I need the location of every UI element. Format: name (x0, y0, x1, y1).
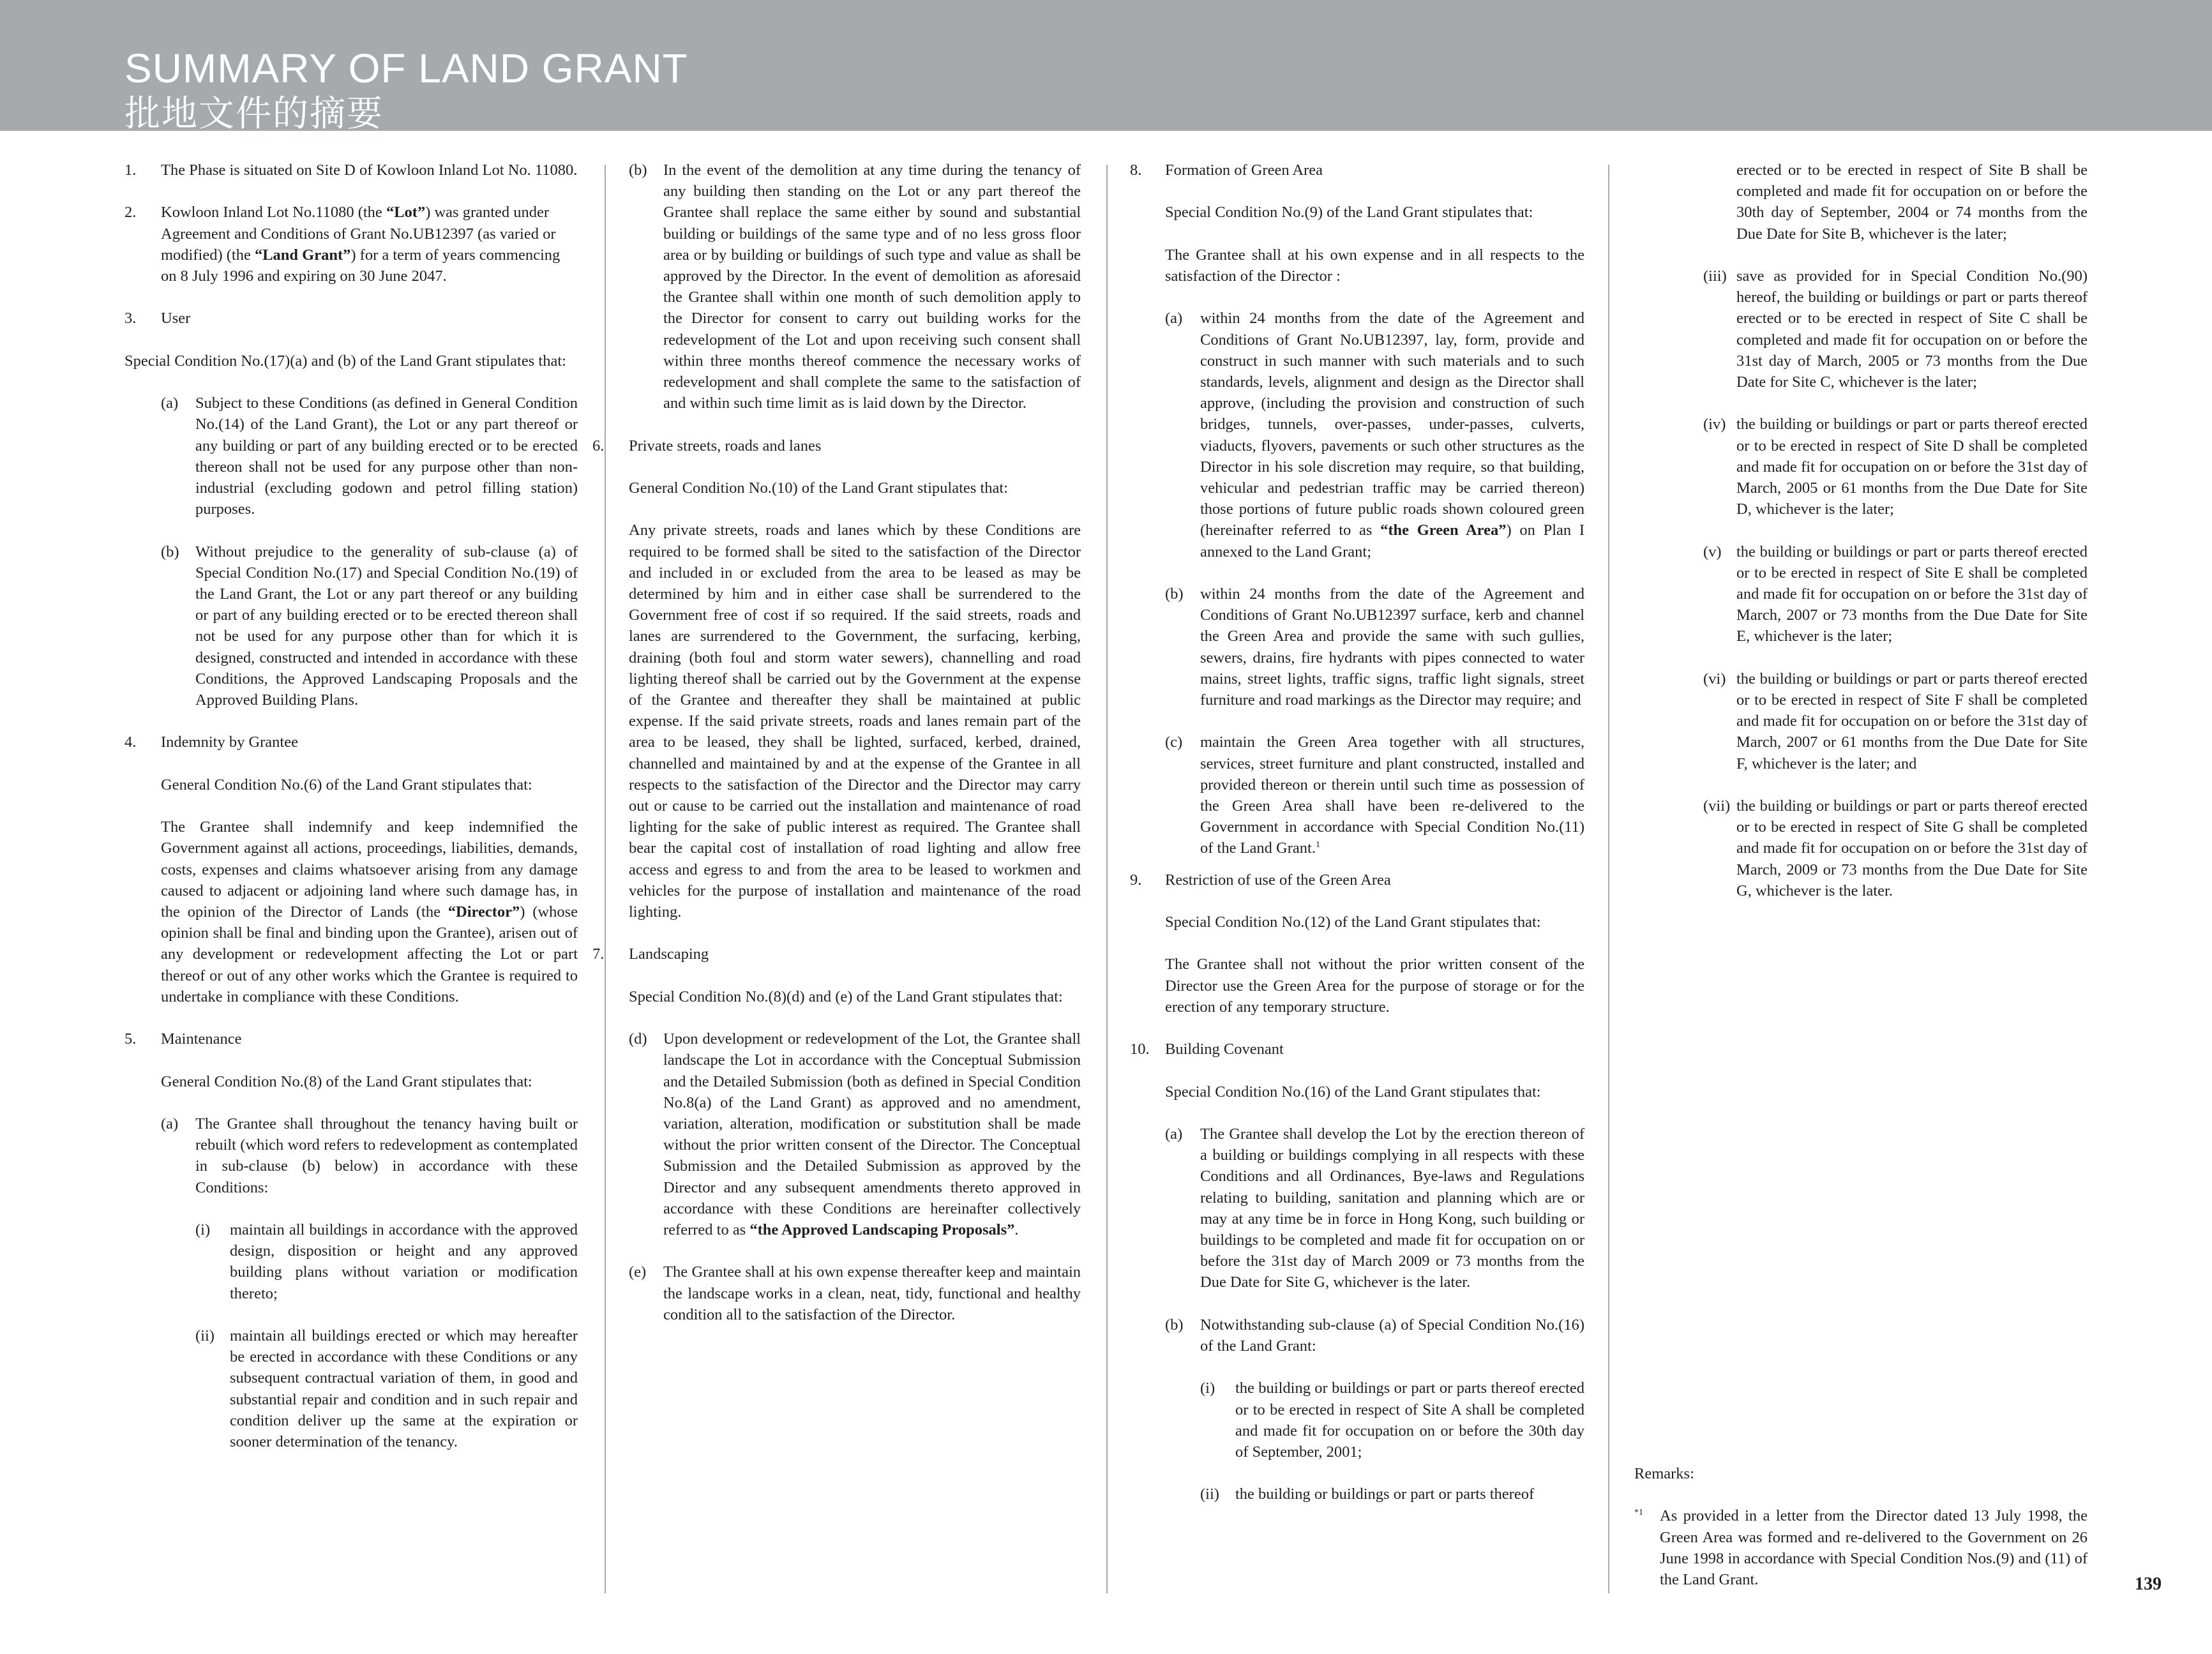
clause-8c (1130, 732, 1584, 859)
column-1 (124, 160, 578, 1473)
clause-text: ) was granted under Agreement and Conditions of Grant No.UB12397 (as varied or modified) (the (161, 204, 556, 264)
clause-5-intro: General Condition No.(8) of the Land Grant stipulates that: (161, 1072, 532, 1090)
subitem-text: save as provided for in Special Condition No.(90) hereof, the building or buildings or part or parts thereof erected or to be erected in respect of Site C shall be completed and made fit for occupation on or before the 31st day of March, 2005 or 73 months from the Due Date for Site C, whichever is the later; (1736, 267, 2088, 391)
clause-4-intro: General Condition No.(6) of the Land Grant stipulates that: (161, 776, 532, 793)
clause-7d (629, 1028, 1081, 1240)
clause-5-heading (124, 1028, 578, 1049)
clause-heading: User (161, 310, 191, 327)
clause-10b-ii (1130, 1484, 1584, 1505)
clause-number: 4. (124, 733, 137, 751)
clause-10-intro: Special Condition No.(16) of the Land Grant stipulates that: (1165, 1083, 1541, 1101)
subitem-number: (iii) (1703, 267, 1727, 285)
defined-term: “the Approved Landscaping Proposals” (749, 1221, 1015, 1239)
clause-7e (629, 1261, 1081, 1325)
item-text: within 24 months from the date of the Agreement and Conditions of Grant No.UB12397 surface, kerb and channel the Green Area and provide the same with such gullies, sewers, drains, fire hydrants with pipes connected to water mains, street lights, traffic signs, traffic light signals, street furniture and road markings as the Director may require; and (1200, 585, 1584, 709)
subitem-number: (v) (1703, 543, 1722, 560)
clause-10b-i (1130, 1378, 1584, 1462)
clause-9-heading (1130, 869, 1584, 891)
item-number: (d) (629, 1030, 647, 1048)
clause-10b-vi (1634, 668, 2088, 774)
remarks-label: Remarks: (1634, 1465, 1694, 1482)
item-text: Notwithstanding sub-clause (a) of Special Condition No.(16) of the Land Grant: (1200, 1316, 1584, 1355)
item-number: (a) (161, 395, 179, 412)
clause-3a (124, 393, 578, 520)
clause-number: 3. (124, 310, 137, 327)
item-text: The Grantee shall at his own expense thereafter keep and maintain the landscape works in a clean, neat, tidy, functional and healthy condition all to the satisfaction of the Director. (663, 1263, 1081, 1323)
column-4 (1634, 160, 2088, 922)
item-number: (a) (1165, 310, 1183, 327)
item-number: (b) (1165, 585, 1184, 603)
footnote-marker: 1 (1315, 840, 1320, 850)
remarks-section (1634, 1463, 2088, 1590)
item-text: The Grantee shall throughout the tenancy having built or rebuilt (which word refers to redevelopment as contemplated in sub-clause (b) below) in accordance with these Conditions: (195, 1115, 578, 1196)
clause-1 (124, 160, 578, 181)
item-text: Subject to these Conditions (as defined in General Condition No.(14) of the Land Grant), the Lot or any part thereof or any building or part of any building erected or to be erected thereon shall not be used for any purpose other than non-industrial (excluding godown and petrol filling station) purposes. (195, 395, 578, 518)
item-number: (a) (1165, 1125, 1183, 1143)
clause-heading: Formation of Green Area (1165, 162, 1323, 179)
clause-10b-vii (1634, 795, 2088, 901)
clause-4-heading (124, 732, 578, 753)
clause-2 (124, 202, 578, 287)
clause-3b (124, 541, 578, 711)
clause-8-heading (1130, 160, 1584, 181)
clause-5b (629, 160, 1081, 414)
clause-text: ) (whose opinion shall be final and binding upon the Grantee), arisen out of any development or redevelopment affecting the Lot or part thereof or out of any other works which the Grantee is required to undertake in compliance with these Conditions. (161, 903, 578, 1005)
clause-5a-i (124, 1219, 578, 1304)
column-divider (1608, 165, 1609, 1593)
clause-10b-iii (1634, 266, 2088, 393)
page-number: 139 (2135, 1574, 2162, 1594)
subitem-text: the building or buildings or part or parts thereof erected or to be erected in respect of Site A shall be completed and made fit for occupation on or before the 30th day of September, 2001; (1235, 1380, 1584, 1461)
header-title-chinese: 批地文件的摘要 (124, 93, 384, 135)
item-text: Without prejudice to the generality of sub-clause (a) of Special Condition No.(17) and Special Condition No.(19) of the Land Grant, the Lot or any part thereof or any building or part of any building erected or to be erected thereon shall not be used for any purpose other than for which it is designed, constructed and intended in accordance with these Conditions, the Approved Landscaping Proposals and the Approved Building Plans. (195, 543, 578, 709)
subitem-number: (i) (195, 1221, 211, 1238)
column-divider (605, 165, 606, 1593)
subitem-text: the building or buildings or part or parts thereof erected or to be erected in respect of Site E shall be completed and made fit for occupation on or before the 31st day of March, 2007 or 73 months from the Due Date for Site E, whichever is the later; (1736, 543, 2088, 645)
clause-number: 8. (1130, 162, 1142, 179)
clause-text: Kowloon Inland Lot No.11080 (the (161, 204, 386, 222)
column-3 (1130, 160, 1584, 1526)
column-divider (1106, 165, 1108, 1593)
clause-3-intro: Special Condition No.(17)(a) and (b) of the Land Grant stipulates that: (124, 352, 566, 370)
item-number: (b) (629, 162, 647, 179)
subitem-text: the building or buildings or part or parts thereof erected or to be erected in respect of Site F shall be completed and made fit for occupation on or before the 31st day of March, 2007 or 61 months from the Due Date for Site F, whichever is the later; and (1736, 670, 2088, 772)
clause-6-body: Any private streets, roads and lanes which by these Conditions are required to be formed shall be sited to the satisfaction of the Director and included in or excluded from the area to be leased as may be determined by him and in either case shall be surrendered to the Government free of cost if so required. If the said streets, roads and lanes are surrendered to the Government, the surfacing, kerbing, draining (both foul and storm water sewers), channelling and road lighting thereof shall be carried out by the Government at the expense of the Grantee and thereafter they shall be maintained at public expense. If the said private streets, roads and lanes remain part of the area to be leased, they shall be lighted, surfaced, kerbed, drained, channelled and maintained by and at the expense of the Grantee in all respects to the satisfaction of the Director and the Director may carry out or cause to be carried out the installation and maintenance of road lighting for the sake of public interest as required. The Grantee shall bear the capital cost of installation of road lighting and allow free access and egress to and from the area to be leased to workmen and vehicles for the purpose of installation and maintenance of the road lighting. (629, 522, 1081, 921)
subitem-text: the building or buildings or part or parts thereof erected or to be erected in respect of Site G shall be completed and made fit for occupation on or before the 31st day of March, 2009 or 73 months from the Due Date for Site G, whichever is the later. (1736, 797, 2088, 899)
clause-text: The Phase is situated on Site D of Kowloon Inland Lot No. 11080. (161, 162, 578, 179)
subitem-text: the building or buildings or part or parts thereof (1235, 1485, 1535, 1503)
clause-9-intro: Special Condition No.(12) of the Land Grant stipulates that: (1165, 913, 1541, 931)
clause-10b-ii-continued: erected or to be erected in respect of Site B shall be completed and made fit for occupation on or before the 30th day of September, 2004 or 74 months from the Due Date for Site B, whichever is the later; (1736, 162, 2088, 243)
item-text: The Grantee shall develop the Lot by the erection thereon of a building or buildings complying in all respects with these Conditions and all Ordinances, Bye-laws and Regulations relating to building, sanitation and planning which are or may at any time be in force in Hong Kong, such building or buildings to be completed and made fit for occupation on or before the 31st day of March 2009 or 73 months from the Due Date for Site G, whichever is the later. (1200, 1125, 1584, 1291)
clause-10b-iv (1634, 414, 2088, 520)
subitem-text: maintain all buildings in accordance with the approved design, disposition or height and any approved building plans without variation or modification thereto; (230, 1221, 578, 1302)
clause-heading: Indemnity by Grantee (161, 733, 298, 751)
clause-8a (1130, 308, 1584, 562)
clause-8-body: The Grantee shall at his own expense and in all respects to the satisfaction of the Director : (1165, 246, 1584, 285)
item-text: In the event of the demolition at any time during the tenancy of any building then standing on the Lot or any part thereof the Grantee shall replace the same either by sound and substantial building or buildings of the same type and of no less gross floor area or by building or buildings of such type and value as shall be approved by the Director. In the event of demolition as aforesaid the Grantee shall within one month of such demolition apply to the Director for consent to carry out building works for the redevelopment of the Lot and upon receiving such consent shall within three months thereof commence the necessary works of redevelopment and shall complete the same to the satisfaction of and within such time limit as is laid down by the Director. (663, 162, 1081, 412)
clause-6-heading (592, 435, 1081, 456)
clause-10b-v (1634, 541, 2088, 647)
clause-10b (1130, 1314, 1584, 1357)
clause-heading: Maintenance (161, 1030, 242, 1048)
subitem-text: the building or buildings or part or parts thereof erected or to be erected in respect of Site D shall be completed and made fit for occupation on or before the 31st day of March, 2005 or 61 months from the Due Date for Site D, whichever is the later; (1736, 416, 2088, 518)
subitem-number: (ii) (195, 1327, 214, 1344)
footnote-mark: *1 (1634, 1508, 1643, 1518)
header-title-english: SUMMARY OF LAND GRANT (124, 45, 688, 91)
page-header (0, 0, 2212, 135)
clause-5a-ii (124, 1325, 578, 1452)
clause-number: 10. (1130, 1041, 1150, 1058)
item-text: ) on Plan I annexed to the Land Grant; (1200, 522, 1585, 560)
defined-term: “Director” (448, 903, 520, 921)
clause-8b (1130, 583, 1584, 710)
defined-term: “Land Grant” (254, 246, 351, 264)
item-text: within 24 months from the date of the Agreement and Conditions of Grant No.UB12397, lay, form, provide and construct in such manner with such materials and to such standards, levels, alignment and design as the Director shall approve, (including the provision and construction of such bridges, tunnels, over-passes, under-passes, culverts, viaducts, flyovers, pavements or such other structures as the Director in his sole discretion may require, so that building, vehicular and pedestrian traffic may be carried thereon) those portions of future public roads shown coloured green (hereinafter referred to as (1200, 310, 1584, 539)
subitem-text: maintain all buildings erected or which may hereafter be erected in accordance with these Conditions or any subsequent contractual variation of them, in good and substantial repair and condition and in such repair and condition deliver up the same at the expiration or sooner determination of the tenancy. (230, 1327, 578, 1450)
clause-7-heading (592, 944, 1081, 965)
clause-heading: Private streets, roads and lanes (629, 437, 822, 455)
clause-number: 1. (124, 162, 137, 179)
clause-number: 6. (592, 437, 605, 455)
item-number: (c) (1165, 733, 1183, 751)
clause-heading: Landscaping (629, 945, 709, 963)
clause-number: 5. (124, 1030, 137, 1048)
clause-10a (1130, 1124, 1584, 1293)
item-number: (e) (629, 1263, 647, 1281)
clause-8-intro: Special Condition No.(9) of the Land Grant stipulates that: (1165, 204, 1533, 222)
clause-number: 2. (124, 204, 137, 222)
subitem-number: (ii) (1200, 1485, 1219, 1503)
clause-heading: Restriction of use of the Green Area (1165, 871, 1391, 889)
footnote-text: As provided in a letter from the Director dated 13 July 1998, the Green Area was formed and re-delivered to the Government on 26 June 1998 in accordance with Special Condition Nos.(9) and (11) of the Land Grant. (1660, 1507, 2088, 1588)
subitem-number: (i) (1200, 1380, 1215, 1397)
clause-9-body: The Grantee shall not without the prior written consent of the Director use the Green Area for the purpose of storage or for the erection of any temporary structure. (1165, 956, 1584, 1016)
clause-heading: Building Covenant (1165, 1041, 1284, 1058)
clause-number: 7. (592, 945, 605, 963)
footnote-marker (1634, 1505, 1643, 1526)
item-text: . (1014, 1221, 1019, 1239)
item-number: (b) (1165, 1316, 1184, 1334)
clause-3-heading (124, 308, 578, 329)
column-2 (592, 160, 1081, 1346)
clause-text: ) for a term of years commencing on 8 July 1996 and expiring on 30 June 2047. (161, 246, 561, 285)
item-number: (b) (161, 543, 179, 560)
clause-6-intro: General Condition No.(10) of the Land Grant stipulates that: (629, 479, 1008, 497)
item-text: maintain the Green Area together with all structures, services, street furniture and plant constructed, installed and provided thereon or therein until such time as possession of the Green Area shall have been re-delivered to the Government in accordance with Special Condition No.(11) of the Land Grant. (1200, 733, 1584, 857)
subitem-number: (iv) (1703, 416, 1726, 433)
item-number: (a) (161, 1115, 179, 1132)
clause-4-body (124, 816, 578, 1007)
clause-7-intro: Special Condition No.(8)(d) and (e) of the Land Grant stipulates that: (629, 988, 1063, 1005)
clause-text: The Grantee shall indemnify and keep indemnified the Government against all actions, proceedings, liabilities, demands, costs, expenses and claims whatsoever arising from any damage caused to adjacent or adjoining land where such damage has, in the opinion of the Director of Lands (the (161, 818, 578, 921)
clause-5a (124, 1113, 578, 1198)
footnote (1634, 1505, 2088, 1590)
defined-term: “the Green Area” (1380, 522, 1507, 539)
clause-10-heading (1130, 1039, 1584, 1060)
subitem-number: (vi) (1703, 670, 1726, 688)
clause-number: 9. (1130, 871, 1142, 889)
subitem-number: (vii) (1703, 797, 1731, 815)
item-text: Upon development or redevelopment of the Lot, the Grantee shall landscape the Lot in accordance with the Conceptual Submission and the Detailed Submission (both as defined in Special Condition No.8(a) of the Land Grant) as approved and no amendment, variation, alteration, modification or substitution shall be made without the prior written consent of the Director. The Conceptual Submission and the Detailed Submission as approved by the Director and any subsequent amendments thereto approved in accordance with these Conditions are hereinafter collectively referred to as (663, 1030, 1081, 1239)
defined-term: “Lot” (386, 204, 426, 222)
